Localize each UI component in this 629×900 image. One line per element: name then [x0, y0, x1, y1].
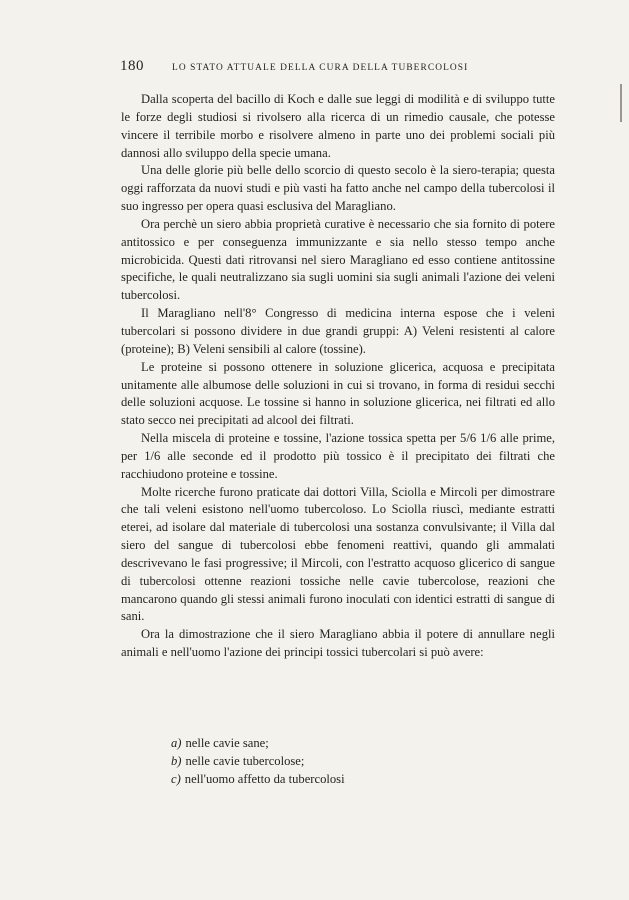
page-number: 180	[120, 58, 144, 74]
paragraph: Nella miscela di proteine e tossine, l'azione tossica spetta per 5/6 1/6 alle prime, per 1/6 alle seconde ed il prodotto più tossico è il precipitato dei filtrati che racchiudono proteine e tossine.	[121, 431, 555, 481]
paragraph: Il Maragliano nell'8° Congresso di medicina interna espose che i veleni tubercolari si possono dividere in due grandi gruppi: A) Veleni resistenti al calore (proteine); B) Veleni sensibili al calore (tossine).	[121, 306, 555, 356]
list-item-text: nell'uomo affetto da tubercolosi	[184, 771, 345, 786]
paragraph: Molte ricerche furono praticate dai dottori Villa, Sciolla e Mircoli per dimostrare che tali veleni esistono nell'uomo tubercoloso. Lo Sciolla riuscì, mediante estratti eterei, ad isolare dal materiale di tubercolosi una sostanza convulsivante; il Villa dal siero del sangue di tubercolosi ebbe fenomeni reattivi, quando gli ammalati descrivevano le fasi progressive; il Mircoli, con l'estratto acquoso glicerico di sangue di tubercolosi ottenne reazioni tossiche nelle cavie tubercolose, reazioni che mancarono quando gli stessi animali furono inoculati con identici estratti di sangue di sani.	[121, 484, 555, 624]
running-title: LO STATO ATTUALE DELLA CURA DELLA TUBERCOLOSI	[172, 63, 469, 73]
page-header	[120, 58, 510, 75]
list-item-text: nelle cavie sane;	[185, 736, 269, 750]
paragraph: Dalla scoperta del bacillo di Koch e dalle sue leggi di modilità e di sviluppo tutte le forze degli studiosi si rivolsero alla ricerca di un rimedio causale, che potesse vincere il terribile morbo e risolvere almeno in parte uno dei problemi sociali più dannosi allo sviluppo della specie umana.	[121, 92, 555, 160]
paragraph: Ora perchè un siero abbia proprietà curative è necessario che sia fornito di potere antitossico e per conseguenza immunizzante e sia nello stesso tempo anche microbicida. Questi dati ritrovansi nel siero Maragliano ed esso contiene antitossine specifiche, le quali neutralizzano sia sugli uomini sia sugli animali l'azione dei veleni tubercolosi.	[121, 216, 555, 303]
paragraph: Le proteine si possono ottenere in soluzione glicerica, acquosa e precipitata unitamente alle albumose delle soluzioni in cui si trovano, in forma di residui secchi delle soluzioni acquose. Le tossine si hanno in soluzione glicerica, nei filtrati ed allo stato secco nei precipitati ad alcool dei filtrati.	[121, 359, 555, 428]
paragraph: Ora la dimostrazione che il siero Maragliano abbia il potere di annullare negli animali e nell'uomo l'azione dei principi tossici tubercolari si può avere:	[121, 627, 555, 660]
list-marker: a)	[171, 736, 182, 750]
list-item-text: nelle cavie tubercolose;	[185, 753, 305, 768]
list-item	[171, 753, 345, 771]
list-item	[171, 735, 345, 753]
paragraph: Una delle glorie più belle dello scorcio di questo secolo è la siero-terapia; questa oggi rafforzata da nuovi studi e più vasti ha fatto anche nel campo della tubercolosi il suo ingresso per opera quasi esclusiva del Maragliano.	[121, 163, 555, 214]
list-marker: c)	[171, 771, 181, 786]
list-item	[171, 771, 345, 789]
body-text	[121, 91, 555, 662]
scan-margin-mark	[620, 84, 622, 122]
list-marker: b)	[171, 753, 182, 768]
enumerated-list	[171, 735, 345, 789]
